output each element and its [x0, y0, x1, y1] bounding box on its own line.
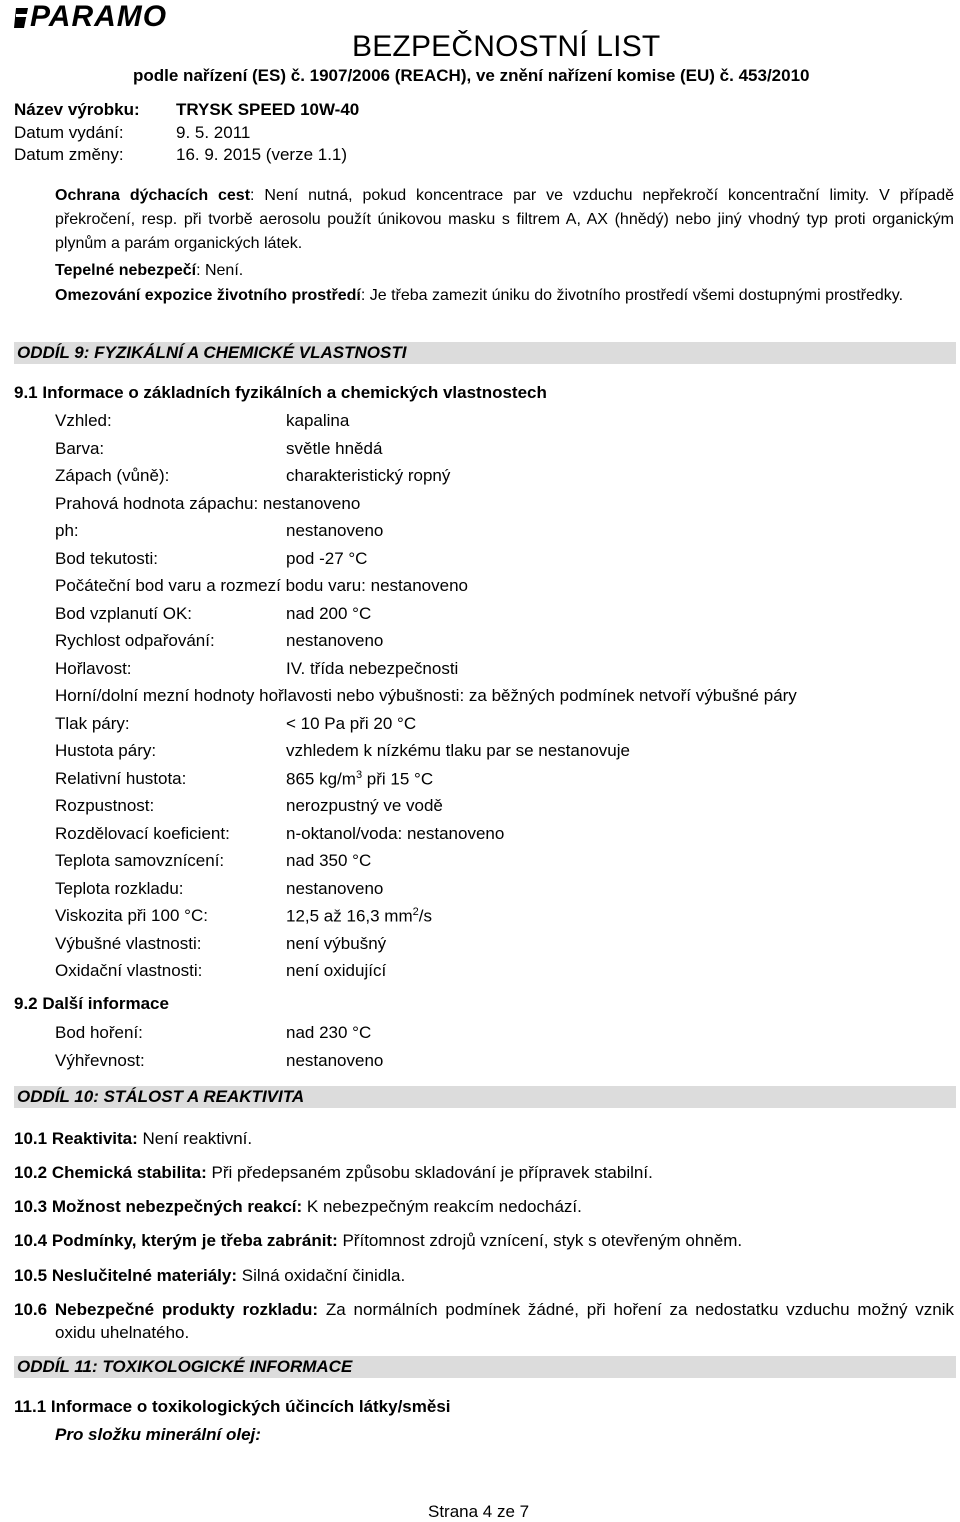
- property-value-text: není výbušný: [286, 933, 387, 953]
- property-value-text: < 10 Pa při 20 °C: [286, 713, 417, 733]
- section-9-heading: ODDÍL 9: FYZIKÁLNÍ A CHEMICKÉ VLASTNOSTI: [14, 342, 956, 364]
- stability-item: [14, 1264, 954, 1287]
- property-value: [286, 439, 382, 459]
- respiratory-protection-label: Ochrana dýchacích cest: [55, 187, 251, 204]
- property-label: Hořlavost:: [55, 658, 132, 678]
- property-value-text: nestanoveno: [286, 1050, 384, 1070]
- property-value-text: nad 350 °C: [286, 851, 372, 870]
- section-9-1-heading: 9.1 Informace o základních fyzikálních a chemických vlastnostech: [14, 383, 547, 402]
- section-9-2-heading: 9.2 Další informace: [14, 994, 169, 1013]
- stability-item-text: Za normálních podmínek žádné, při hoření za nedostatku vzduchu možný vznik oxidu uhelnatého.: [55, 1300, 954, 1342]
- property-label: Rozdělovací koeficient:: [55, 823, 230, 843]
- property-value-text: světle hnědá: [286, 438, 383, 458]
- property-value-text: nad 200 °C: [286, 603, 372, 623]
- property-value-superscript: 2: [412, 906, 419, 918]
- property-value: [286, 714, 416, 734]
- thermal-hazard-text: : Není.: [196, 262, 244, 279]
- property-value: [286, 604, 371, 624]
- stability-item-label: Reaktivita:: [51, 1129, 138, 1148]
- property-label: Výbušné vlastnosti:: [55, 933, 202, 953]
- property-value: [286, 659, 458, 679]
- svg-text:PARAMO: PARAMO: [30, 0, 168, 32]
- stability-item-number: 10.4: [14, 1231, 52, 1250]
- property-value-text: nestanoveno: [286, 521, 384, 540]
- property-label: Horní/dolní mezní hodnoty hořlavosti nebo výbušnosti: za běžných podmínek netvoří výbušné páry: [55, 686, 797, 705]
- property-label: Teplota samovznícení:: [55, 851, 225, 870]
- property-value-text: pod -27 °C: [286, 548, 368, 568]
- property-value-suffix: při 15 °C: [362, 769, 434, 789]
- issue-date-label: Datum vydání:: [14, 123, 124, 142]
- stability-item-label: Chemická stabilita:: [51, 1163, 207, 1182]
- property-value-text: vzhledem k nízkému tlaku par se nestanovuje: [286, 741, 630, 760]
- property-value-text: nad 230 °C: [286, 1023, 372, 1042]
- property-value: [286, 549, 367, 569]
- property-value: [286, 466, 450, 486]
- property-value-text: není oxidující: [286, 961, 387, 980]
- change-date-value: 16. 9. 2015 (verze 1.1): [176, 145, 348, 164]
- property-value: [286, 879, 383, 899]
- property-value-text: n-oktanol/voda: nestanoveno: [286, 823, 505, 843]
- property-value: [286, 631, 383, 651]
- stability-item: [14, 1298, 954, 1344]
- property-label: Bod hoření:: [55, 1023, 143, 1042]
- property-label: Výhřevnost:: [55, 1050, 145, 1070]
- stability-item-number: 10.3: [14, 1197, 52, 1216]
- property-label: Rychlost odpařování:: [55, 631, 215, 650]
- property-label: Zápach (vůně):: [55, 466, 170, 485]
- property-label: Teplota rozkladu:: [55, 878, 184, 898]
- property-label: Prahová hodnota zápachu: nestanoveno: [55, 493, 361, 513]
- stability-item: [14, 1127, 954, 1150]
- environment-exposure-paragraph: [55, 284, 954, 308]
- stability-item: [14, 1195, 954, 1218]
- stability-item-label: Podmínky, kterým je třeba zabránit:: [51, 1231, 338, 1250]
- section-11-1-heading: 11.1 Informace o toxikologických účincích látky/směsi: [14, 1397, 451, 1416]
- respiratory-protection-text: : Není nutná, pokud koncentrace par ve vzduchu nepřekročí koncentrační limity. V případě překročení, resp. při tvorbě aerosolu použít únikovou masku s filtrem A, AX (hnědý) nebo jiný vhodný typ proti organickým plynům a parám organických látek.: [55, 187, 955, 252]
- stability-item-number: 10.5: [14, 1266, 52, 1285]
- property-label: Počáteční bod varu a rozmezí bodu varu: nestanoveno: [55, 576, 468, 595]
- respiratory-protection-paragraph: [55, 184, 954, 256]
- property-label: ph:: [55, 521, 79, 540]
- paramo-logo-graphic: [14, 0, 214, 32]
- stability-item-text: Při předepsaném způsobu skladování je přípravek stabilní.: [206, 1163, 653, 1182]
- property-value: [286, 1051, 383, 1071]
- property-value-text: nestanoveno: [286, 631, 384, 650]
- thermal-hazard-label: Tepelné nebezpečí: [55, 262, 197, 279]
- property-value: [286, 411, 349, 431]
- stability-item: [14, 1161, 954, 1184]
- stability-item-text: Není reaktivní.: [137, 1129, 253, 1148]
- property-value: [286, 824, 504, 844]
- property-label: Barva:: [55, 438, 105, 458]
- product-name-value: TRYSK SPEED 10W-40: [176, 100, 360, 119]
- property-label: Oxidační vlastnosti:: [55, 961, 203, 980]
- property-value: [286, 741, 630, 761]
- property-value: [286, 906, 432, 927]
- property-value: [286, 1023, 371, 1043]
- stability-item-text: K nebezpečným reakcím nedochází.: [302, 1197, 582, 1216]
- mineral-oil-subheading: Pro složku minerální olej:: [55, 1425, 261, 1444]
- property-value-text: 12,5 až 16,3 mm: [286, 906, 413, 926]
- document-subtitle: podle nařízení (ES) č. 1907/2006 (REACH), ve znění nařízení komise (EU) č. 453/2010: [133, 66, 810, 85]
- environment-exposure-label: Omezování expozice životního prostředí: [55, 287, 361, 304]
- property-value: [286, 521, 383, 541]
- property-value-text: nestanoveno: [286, 878, 384, 898]
- stability-item-number: 10.2: [14, 1163, 52, 1182]
- property-label: Relativní hustota:: [55, 768, 187, 788]
- property-label: Bod tekutosti:: [55, 548, 159, 568]
- thermal-hazard-paragraph: [55, 259, 954, 283]
- property-label: Bod vzplanutí OK:: [55, 603, 193, 623]
- document-title: BEZPEČNOSTNÍ LIST: [352, 30, 661, 63]
- section-10-heading: ODDÍL 10: STÁLOST A REAKTIVITA: [14, 1086, 956, 1108]
- property-value-text: 865 kg/m: [286, 769, 356, 789]
- property-value: [286, 851, 371, 871]
- property-value-suffix: /s: [418, 906, 432, 926]
- property-value-superscript: 3: [355, 768, 363, 781]
- product-name-label: Název výrobku:: [14, 100, 140, 119]
- property-label: Rozpustnost:: [55, 796, 155, 815]
- stability-item-text: Přítomnost zdrojů vznícení, styk s otevřeným ohněm.: [337, 1231, 743, 1250]
- property-value: [286, 769, 433, 790]
- page-number: Strana 4 ze 7: [428, 1502, 530, 1521]
- stability-item: [14, 1229, 954, 1252]
- change-date-label: Datum změny:: [14, 145, 124, 164]
- property-label: Viskozita při 100 °C:: [55, 906, 208, 925]
- property-value-text: kapalina: [286, 411, 350, 430]
- stability-item-number: 10.6: [14, 1300, 55, 1319]
- property-value: [286, 934, 386, 954]
- property-label: Tlak páry:: [55, 713, 130, 733]
- property-label: Hustota páry:: [55, 741, 157, 760]
- stability-item-label: Neslučitelné materiály:: [51, 1266, 238, 1285]
- stability-item-text: Silná oxidační činidla.: [237, 1266, 406, 1285]
- property-value-text: charakteristický ropný: [286, 466, 451, 485]
- stability-item-number: 10.1: [14, 1129, 52, 1148]
- property-label: Vzhled:: [55, 411, 112, 430]
- environment-exposure-text: : Je třeba zamezit úniku do životního prostředí všemi dostupnými prostředky.: [360, 287, 904, 304]
- issue-date-value: 9. 5. 2011: [176, 123, 251, 142]
- property-value-text: IV. třída nebezpečnosti: [286, 658, 459, 678]
- section-11-heading: ODDÍL 11: TOXIKOLOGICKÉ INFORMACE: [14, 1356, 956, 1378]
- property-value: [286, 796, 443, 816]
- paramo-logo: [14, 0, 214, 37]
- property-value-text: nerozpustný ve vodě: [286, 796, 443, 815]
- stability-item-label: Možnost nebezpečných reakcí:: [51, 1197, 303, 1216]
- stability-item-label: Nebezpečné produkty rozkladu:: [54, 1300, 319, 1319]
- property-value: [286, 961, 386, 981]
